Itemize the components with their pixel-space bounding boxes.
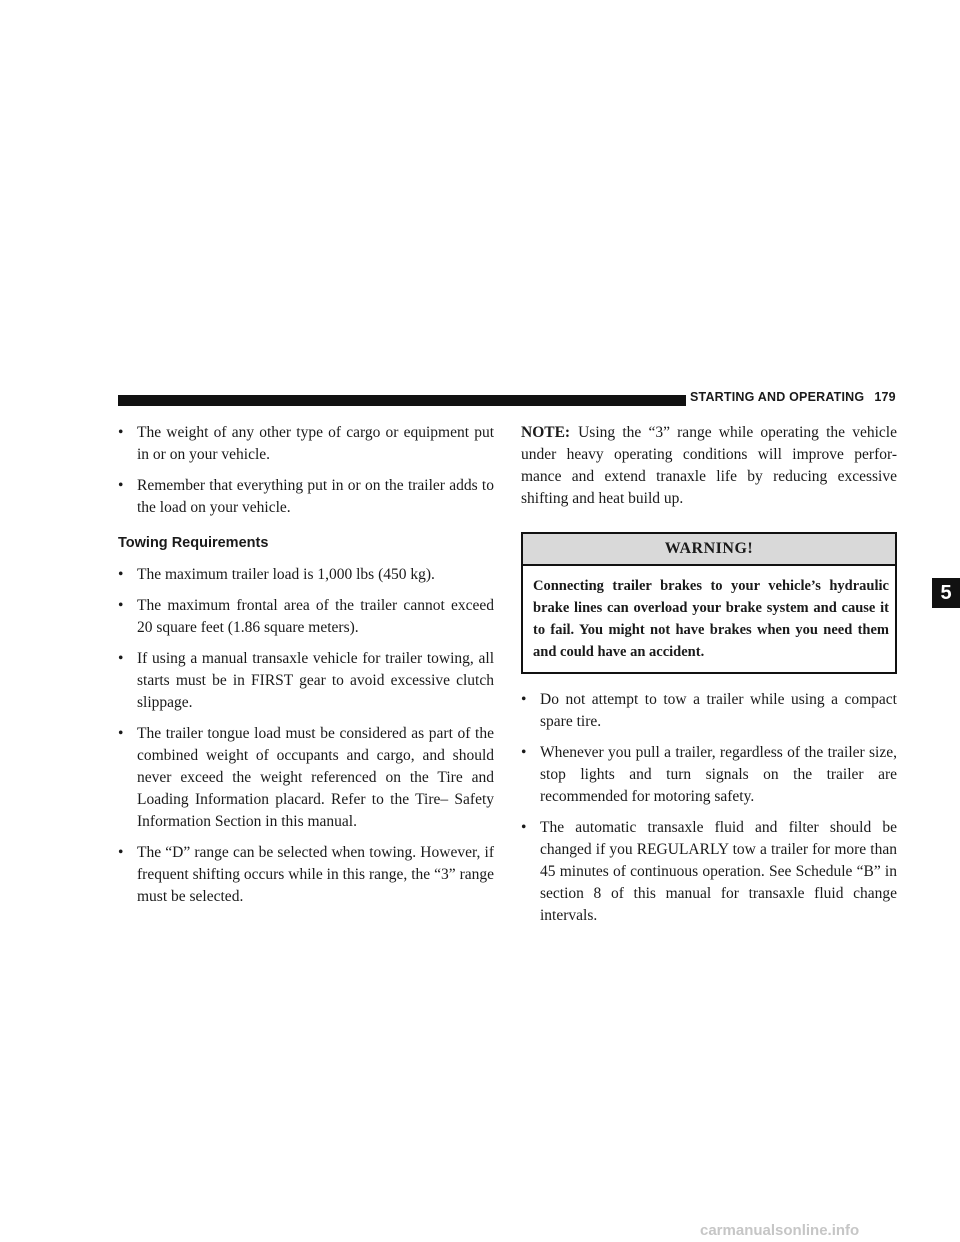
bullet-item: • The trailer tongue load must be considered as part of the combined weight of occupants and cargo, and should never exceed the weight referenced on the Tire and Loading Information placard. Refer to the Tire– Safety Information Section in this manual.: [118, 723, 494, 833]
bullet-item: • If using a manual transaxle vehicle for trailer towing, all starts must be in FIRST gear to avoid excessive clutch slippage.: [118, 648, 494, 714]
bullet-icon: [521, 742, 526, 764]
bullet-icon: [521, 817, 526, 839]
note-text: Using the “3” range while operating the vehicle under heavy operating conditions will improve perfor- mance and extend tranaxle life by reducing excessive shifting and heat build up.: [521, 424, 897, 507]
header-title: STARTING AND OPERATING: [690, 390, 865, 404]
bullet-icon: [118, 723, 123, 745]
left-column: [118, 422, 494, 917]
bullet-item: • Whenever you pull a trailer, regardless of the trailer size, stop lights and turn signals on the trailer are recommended for motoring safety.: [521, 742, 897, 808]
bullet-icon: [118, 595, 123, 617]
right-column: [521, 422, 897, 936]
bullet-item: • The maximum trailer load is 1,000 lbs (450 kg).: [118, 564, 494, 586]
warning-box: [521, 532, 897, 674]
bullet-icon: [118, 475, 123, 497]
bullet-icon: [521, 689, 526, 711]
header-rule: [118, 395, 686, 406]
note-label: NOTE:: [521, 424, 571, 441]
bullet-item: • The automatic transaxle fluid and filter should be changed if you REGULARLY tow a trailer for more than 45 minutes of continuous operation. See Schedule “B” in section 8 of this manual for transaxle fluid change intervals.: [521, 817, 897, 927]
bullet-icon: [118, 842, 123, 864]
bullet-item: • The “D” range can be selected when towing. However, if frequent shifting occurs while in this range, the “3” range must be selected.: [118, 842, 494, 908]
running-header: [690, 390, 896, 404]
bullet-item: • Remember that everything put in or on the trailer adds to the load on your vehicle.: [118, 475, 494, 519]
note-paragraph: [521, 422, 897, 510]
bullet-icon: [118, 422, 123, 444]
bullet-icon: [118, 564, 123, 586]
bullet-item: • Do not attempt to tow a trailer while using a compact spare tire.: [521, 689, 897, 733]
bullet-item: • The maximum frontal area of the trailer cannot exceed 20 square feet (1.86 square meters).: [118, 595, 494, 639]
bullet-item: • The weight of any other type of cargo or equipment put in or on your vehicle.: [118, 422, 494, 466]
page-number: 179: [874, 390, 896, 404]
warning-title: WARNING!: [523, 534, 895, 566]
bullet-icon: [118, 648, 123, 670]
section-heading: Towing Requirements: [118, 535, 269, 551]
chapter-tab: 5: [932, 578, 960, 608]
watermark: carmanualsonline.info: [700, 1222, 860, 1239]
warning-body: Connecting trailer brakes to your vehicle’s hydraulic brake lines can overload your brake system and cause it to fail. You might not have brakes when you need them and could have an accident.: [533, 578, 889, 660]
